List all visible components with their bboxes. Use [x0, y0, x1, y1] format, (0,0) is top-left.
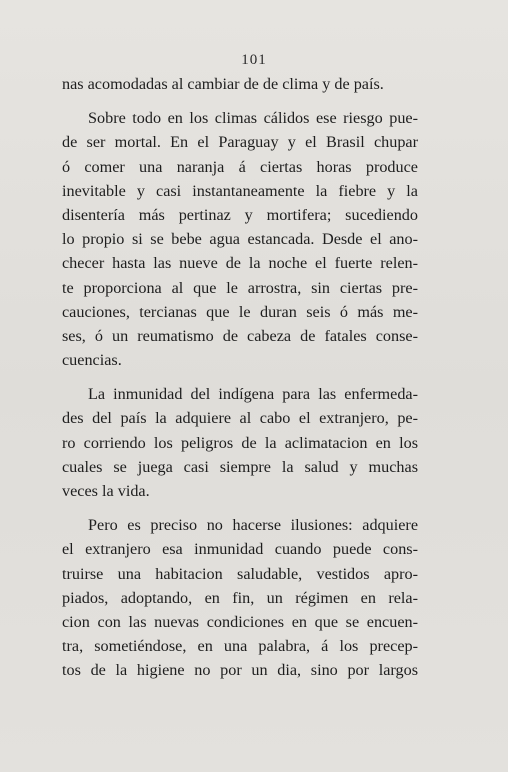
- page-number: 101: [241, 52, 267, 68]
- text-line: el extranjero esa inmunidad cuando puede cons-: [62, 540, 418, 559]
- paragraph: [62, 72, 418, 96]
- text-line: te proporciona al que le arrostra, sin ciertas pre-: [62, 278, 418, 297]
- text-line: Sobre todo en los climas cálidos ese riesgo pue-: [88, 109, 418, 128]
- text-line: ó comer una naranja á ciertas horas produce: [62, 157, 418, 176]
- paragraph-gap: [62, 503, 418, 513]
- text-line: La inmunidad del indígena para las enfermeda-: [88, 385, 418, 404]
- text-line: Pero es preciso no hacerse ilusiones: adquiere: [88, 516, 418, 535]
- text-line: de ser mortal. En el Paraguay y el Brasil chupar: [62, 133, 418, 152]
- text-line: cuales se juega casi siempre la salud y muchas: [62, 457, 418, 476]
- paragraph: [62, 106, 418, 372]
- paragraph: [62, 382, 418, 503]
- text-line: cion con las nuevas condiciones en que se encuen-: [62, 612, 418, 631]
- text-line: truirse una habitacion saludable, vestidos apro-: [62, 564, 418, 583]
- text-line: tra, sometiéndose, en una palabra, á los precep-: [62, 637, 418, 656]
- body-text: [62, 72, 418, 683]
- text-line: tos de la higiene no por un dia, sino por largos: [62, 661, 418, 680]
- text-line: inevitable y casi instantaneamente la fiebre y la: [62, 181, 418, 200]
- text-line: nas acomodadas al cambiar de de clima y de país.: [62, 75, 384, 93]
- text-line: cauciones, tercianas que le duran seis ó más me-: [62, 302, 418, 321]
- text-line: ses, ó un reumatismo de cabeza de fatales conse-: [62, 326, 418, 345]
- text-line: veces la vida.: [62, 482, 150, 500]
- text-line: piados, adoptando, en fin, un régimen en rela-: [62, 588, 418, 607]
- text-line: checer hasta las nueve de la noche el fuerte relen-: [62, 254, 418, 273]
- text-line: des del país la adquiere al cabo el extranjero, pe-: [62, 409, 418, 428]
- text-line: ro corriendo los peligros de la aclimatacion en los: [62, 433, 418, 452]
- paragraph-gap: [62, 372, 418, 382]
- paragraph: [62, 513, 418, 682]
- text-line: lo propio si se bebe agua estancada. Desde el ano-: [62, 230, 418, 249]
- text-line: cuencias.: [62, 351, 122, 370]
- text-line: disentería más pertinaz y mortifera; sucediendo: [62, 205, 418, 224]
- paragraph-gap: [62, 96, 418, 106]
